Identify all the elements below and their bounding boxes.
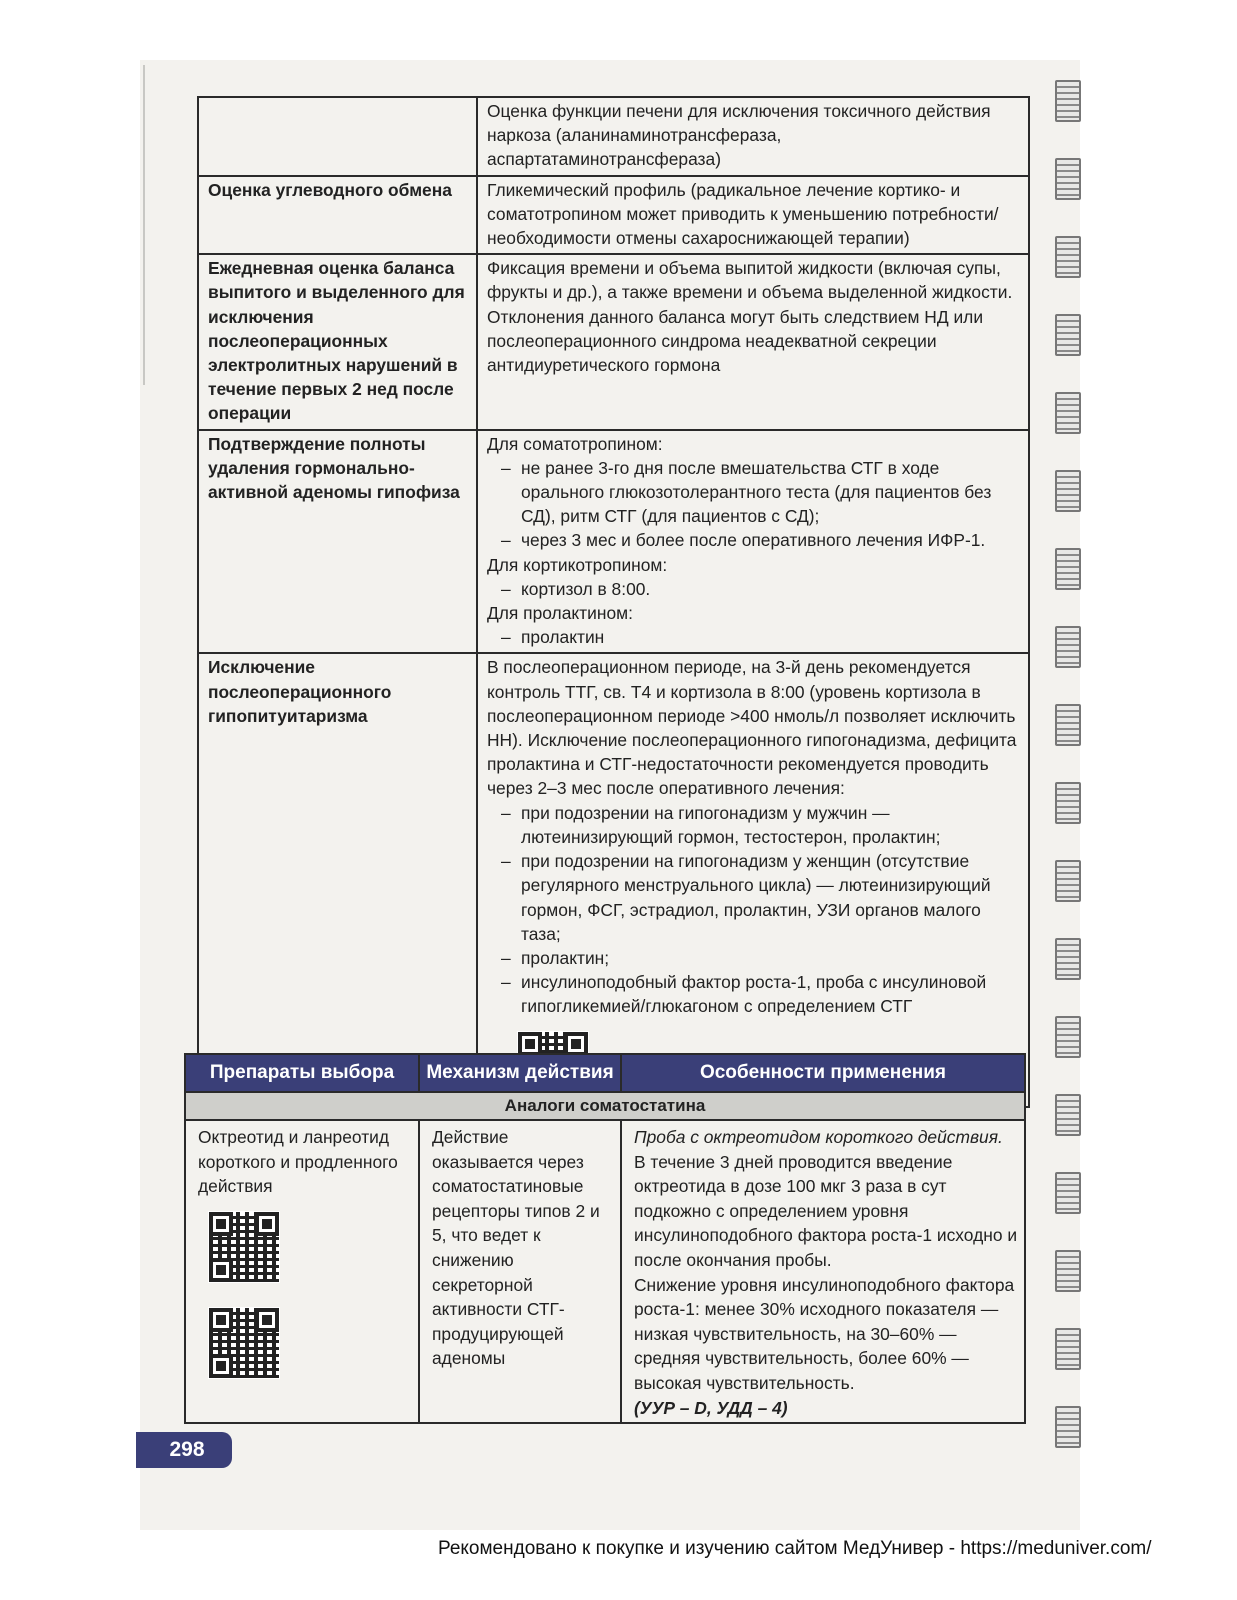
table-header-row: [185, 1054, 1025, 1092]
page-edge-line: [143, 65, 145, 385]
list-item: – кортизол в 8:00.: [501, 578, 651, 599]
column-header: Особенности применения: [621, 1054, 1025, 1092]
group-heading: Для соматотропином:: [487, 433, 663, 454]
test-list: [487, 801, 1020, 1019]
postop-monitoring-table: [197, 96, 1030, 1108]
row-content: Оценка функции печени для исключения токсичного действия наркоза (аланинаминотрансфераза, аспартатаминотрансфераза): [477, 97, 1029, 176]
group-list: [487, 577, 1020, 601]
list-item: – не ранее 3-го дня после вмешательства СТГ в ходе орального глюкозотолерантного теста (для пациентов без СД), ритм СТГ (для пациентов с СД);: [501, 457, 992, 527]
drug-cell: [185, 1120, 419, 1423]
evidence-grade: (УУР – D, УДД – 4): [634, 1397, 788, 1418]
row-label: Оценка углеводного обмена: [198, 176, 477, 255]
footer-note: Рекомендовано к покупке и изучению сайтом МедУнивер - https://meduniver.com/: [438, 1538, 1152, 1559]
group-heading: Для кортикотропином:: [487, 554, 668, 575]
list-item: – при подозрении на гипогонадизм у женщин (отсутствие регулярного менструального цикла) — лютеинизирующий гормон, ФСГ, эстрадиол, пролактин, УЗИ органов малого таза;: [501, 851, 991, 944]
list-item: – через 3 мес и более после оперативного лечения ИФР-1.: [501, 530, 986, 551]
row-label: Подтверждение полноты удаления гормонально-активной аденомы гипофиза: [198, 430, 477, 654]
table-subheader-row: [185, 1092, 1025, 1120]
table-row: [198, 176, 1029, 255]
row-label: [198, 97, 477, 176]
spiral-binding: [1055, 80, 1081, 1480]
table-row: [198, 430, 1029, 654]
qr-code-icon[interactable]: [208, 1211, 280, 1283]
drug-group-label: Аналоги соматостатина: [185, 1092, 1025, 1120]
column-header: Препараты выбора: [185, 1054, 419, 1092]
list-item: – при подозрении на гипогонадизм у мужчин — лютеинизирующий гормон, тестостерон, пролактин;: [501, 802, 941, 847]
row-content: [477, 653, 1029, 1106]
intro-paragraph: В послеоперационном периоде, на 3-й день рекомендуется контроль ТТГ, св. Т4 и кортизола в 8:00 (уровень кортизола в послеоперационном периоде >400 нмоль/л позволяет исключить НН). Исключение послеоперационного гипогонадизма, дефицита пролактина и СТГ-недостаточности рекомендуется проводить через 2–3 мес после оперативного лечения:: [487, 657, 1017, 799]
table-row: [198, 653, 1029, 1106]
row-content: [477, 430, 1029, 654]
column-header: Механизм действия: [419, 1054, 621, 1092]
list-item: – пролактин;: [501, 947, 610, 968]
row-label: Ежедневная оценка баланса выпитого и выделенного для исключения послеоперационных электролитных нарушений в течение первых 2 нед после операции: [198, 254, 477, 429]
usage-title: Проба с октреотидом короткого действия.: [634, 1127, 1003, 1147]
table-row: [198, 254, 1029, 429]
mechanism-cell: Действие оказывается через соматостатиновые рецепторы типов 2 и 5, что ведет к снижению секреторной активности СТГ-продуцирующей аденомы: [419, 1120, 621, 1423]
drugs-table: [184, 1053, 1026, 1424]
qr-code-icon[interactable]: [208, 1307, 280, 1379]
page-number: 298: [136, 1432, 232, 1468]
row-label: Исключение послеоперационного гипопитуитаризма: [198, 653, 477, 1106]
row-content: Гликемический профиль (радикальное лечение кортико- и соматотропином может приводить к уменьшению потребности/необходимости отмены сахароснижающей терапии): [477, 176, 1029, 255]
row-content: Фиксация времени и объема выпитой жидкости (включая супы, фрукты и др.), а также времени и объема выделенной жидкости. Отклонения данного баланса могут быть следствием НД или послеоперационного синдрома неадекватной секреции антидиуретического гормона: [477, 254, 1029, 429]
group-heading: Для пролактином:: [487, 603, 633, 624]
usage-cell: [621, 1120, 1025, 1423]
group-list: [487, 456, 1020, 553]
list-item: – пролактин: [501, 627, 605, 648]
usage-text: В течение 3 дней проводится введение октреотида в дозе 100 мкг 3 раза в сут подкожно с определением уровня инсулиноподобного фактора роста-1 исходно и после окончания пробы.: [634, 1151, 1018, 1270]
group-list: [487, 625, 1020, 649]
drug-name: Октреотид и ланреотид короткого и продленного действия: [198, 1127, 398, 1197]
list-item: – инсулиноподобный фактор роста-1, проба с инсулиновой гипогликемией/глюкагоном с определением СТГ: [501, 972, 987, 1017]
usage-text: Снижение уровня инсулиноподобного фактора роста-1: менее 30% исходного показателя — низкая чувствительность, на 30–60% — средняя чувствительность, более 60% — высокая чувствительность.: [634, 1274, 1015, 1393]
table-row: [198, 97, 1029, 176]
table-row: [185, 1120, 1025, 1423]
